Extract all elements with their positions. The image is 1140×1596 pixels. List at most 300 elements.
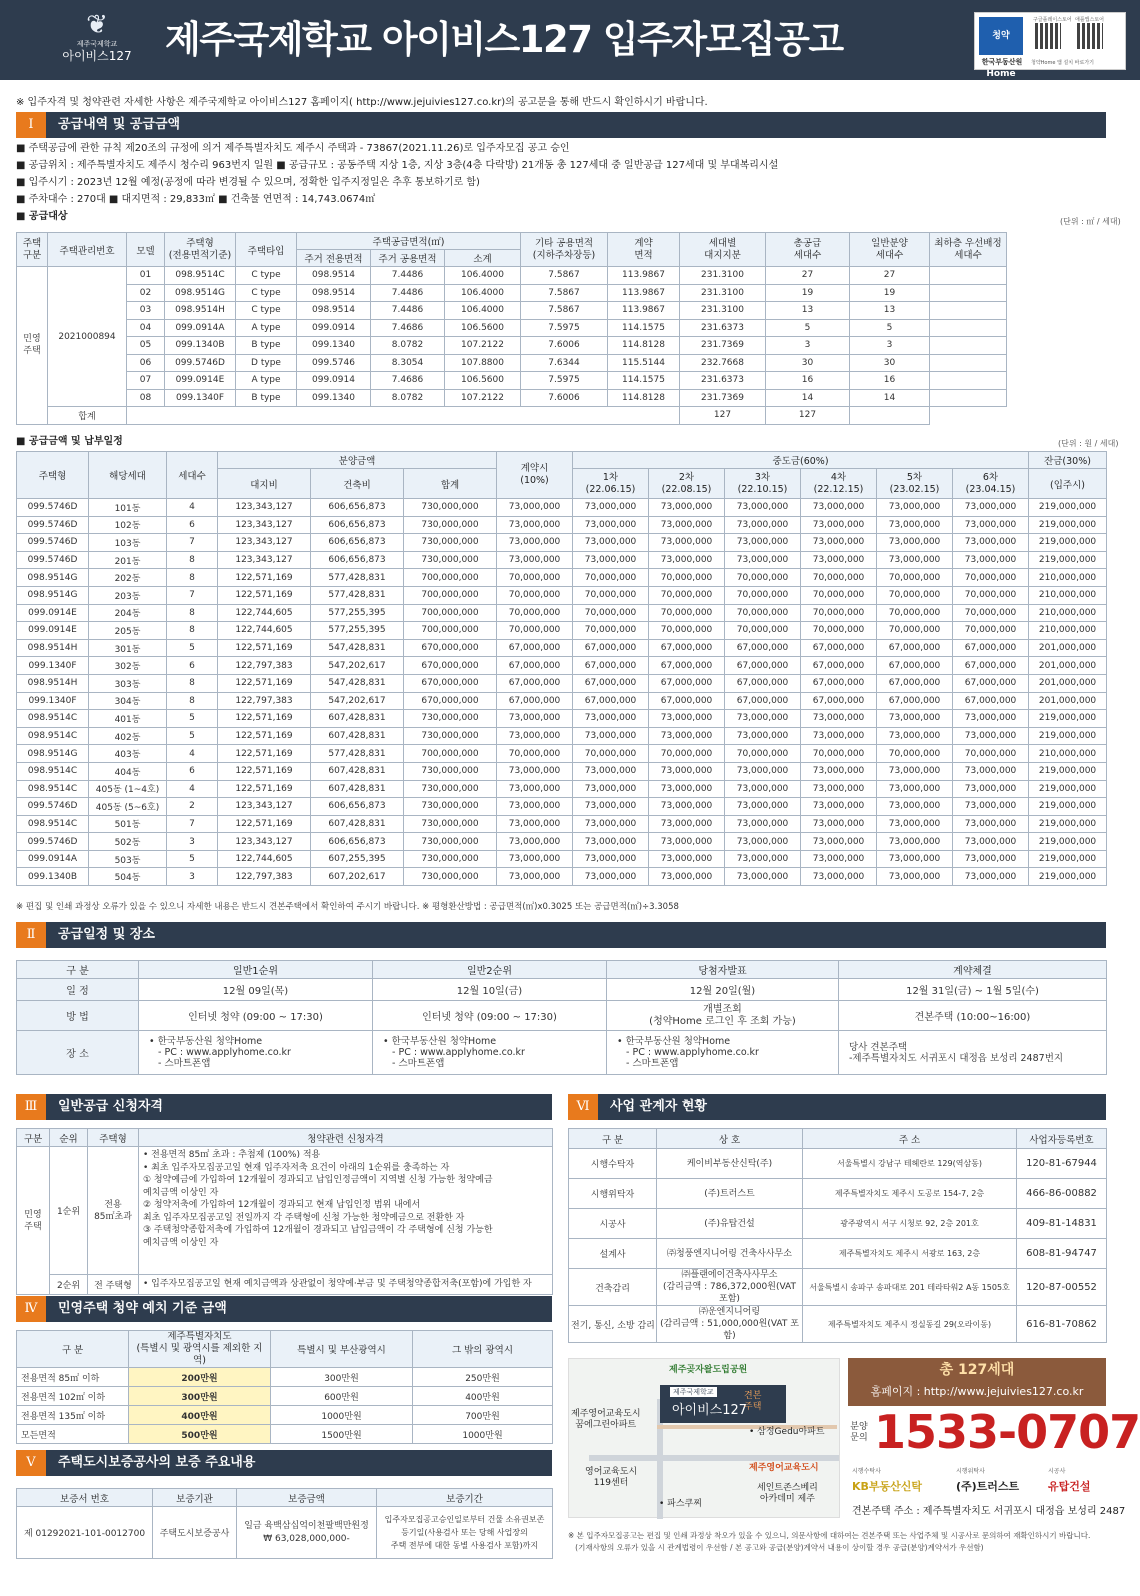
th-jeju: 제주특별자치도 (특별시 및 광역시를 제외한 지역) [129, 1331, 271, 1368]
table-cell: 73,000,000 [573, 710, 649, 728]
table-cell: C type [236, 302, 297, 320]
table-cell: 70,000,000 [953, 745, 1029, 763]
bullet-supply-target: ■ 공급대상 [16, 211, 68, 222]
company3-role: 시공사 [1048, 1468, 1066, 1475]
table-cell: 700,000,000 [404, 586, 497, 604]
table-cell: 122,571,169 [218, 674, 311, 692]
bullet-parking: ■ 주차대수 : 270대 ■ 대지면적 : 29,833㎡ ■ 건축물 연면적 : 14,743.0674㎡ [16, 194, 376, 205]
table-cell: 201,000,000 [1029, 674, 1107, 692]
table-cell: 113.9867 [608, 267, 680, 285]
total-units: 총 127세대 [939, 1362, 1015, 1378]
table-cell: 70,000,000 [953, 586, 1029, 604]
table-cell: 670,000,000 [404, 692, 497, 710]
table-cell: 시행수탁자 [569, 1149, 657, 1179]
map-label-samjung: • 삼정Gedu아파트 [749, 1427, 825, 1437]
table-cell: 70,000,000 [573, 745, 649, 763]
table-cell: 73,000,000 [801, 850, 877, 868]
section-header-4 [16, 1296, 552, 1322]
th-sale-price: 분양금액 [218, 452, 497, 469]
table-cell: 730,000,000 [404, 780, 497, 798]
table-cell: 제주특별자치도 제주시 서광로 163, 2층 [803, 1239, 1017, 1269]
table-cell: 73,000,000 [953, 727, 1029, 745]
table-cell: 607,428,831 [311, 815, 404, 833]
table-cell: 098.9514 [297, 302, 371, 320]
table-cell: 73,000,000 [953, 551, 1029, 569]
table-row [17, 1001, 1107, 1031]
table-cell: 730,000,000 [404, 868, 497, 886]
table-cell: 67,000,000 [725, 639, 801, 657]
table-cell: 302동 [89, 657, 167, 675]
table-cell: 099.5746D [17, 551, 89, 569]
table-row [17, 868, 1107, 886]
table-cell: 67,000,000 [573, 657, 649, 675]
table-row [17, 1387, 553, 1406]
table-cell: 600만원 [271, 1387, 413, 1406]
category-private: 민영 주택 [17, 1147, 50, 1295]
table-row [17, 319, 1107, 337]
qr-code-icon[interactable] [1035, 23, 1061, 49]
table-cell: 67,000,000 [573, 674, 649, 692]
table-row [17, 745, 1107, 763]
pin-tag: 견본 주택 [744, 1391, 762, 1412]
table-cell: 219,000,000 [1029, 499, 1107, 517]
table-cell: 098.9514G [17, 569, 89, 587]
notice-text: ※ 입주자격 및 청약관련 자세한 사항은 제주국제학교 아이비스127 홈페이지( http://www.jejuivies127.co.kr)의 공고문을 통해 반드시 확인하시기 바랍니다. [16, 97, 708, 108]
table-cell: 73,000,000 [497, 516, 573, 534]
table-cell: 616-81-70862 [1017, 1306, 1107, 1343]
table-row [17, 674, 1107, 692]
table-cell: 73,000,000 [573, 815, 649, 833]
table-cell: 73,000,000 [801, 499, 877, 517]
table-cell: 670,000,000 [404, 674, 497, 692]
table-cell: 405동 (5~6호) [89, 798, 167, 816]
table-cell: 73,000,000 [801, 780, 877, 798]
table-cell: 099.5746D [17, 516, 89, 534]
table-cell: 개별조회 (청약Home 로그인 후 조회 가능) [607, 1001, 839, 1031]
table-cell: 730,000,000 [404, 798, 497, 816]
table-cell: 67,000,000 [877, 639, 953, 657]
table-cell: B type [236, 337, 297, 355]
table-row [17, 1425, 553, 1444]
table-cell: 700,000,000 [404, 622, 497, 640]
table-cell: 73,000,000 [573, 833, 649, 851]
map-label-119: 영어교육도시 119센터 [585, 1467, 638, 1488]
table-cell: 098.9514 [297, 284, 371, 302]
table-cell: 730,000,000 [404, 762, 497, 780]
th-supply-area: 주택공급면적(㎡) [297, 233, 521, 250]
table-cell: 73,000,000 [649, 534, 725, 552]
table-cell: 606,656,873 [311, 798, 404, 816]
table-cell: 231.3100 [680, 302, 766, 320]
table-cell [930, 372, 1007, 390]
table-cell: 205동 [89, 622, 167, 640]
table-cell [930, 354, 1007, 372]
table-cell: 099.0914 [297, 319, 371, 337]
company1-role: 시행수탁사 [852, 1468, 881, 1475]
table-cell: 73,000,000 [497, 534, 573, 552]
th-rank: 순위 [50, 1129, 88, 1147]
table-cell: 700,000,000 [404, 745, 497, 763]
table-cell: 73,000,000 [801, 868, 877, 886]
table-cell: 219,000,000 [1029, 798, 1107, 816]
table-cell: 73,000,000 [877, 798, 953, 816]
table-cell: 73,000,000 [497, 710, 573, 728]
th-category: 구 분 [17, 961, 139, 979]
table-cell: 73,000,000 [725, 727, 801, 745]
table-cell: 73,000,000 [497, 762, 573, 780]
th-contract-area: 계약 면적 [608, 233, 680, 267]
table-cell: 73,000,000 [573, 762, 649, 780]
table-cell: 70,000,000 [573, 569, 649, 587]
qr-install-label: 청약Home 앱 설치 바로가기 [1031, 60, 1095, 66]
table-cell: 67,000,000 [953, 674, 1029, 692]
table-cell [127, 407, 680, 425]
cheong-home-label: 한국부동산원 [981, 58, 1023, 66]
table-cell: 606,656,873 [311, 534, 404, 552]
table-cell: 099.1340B [165, 337, 236, 355]
table-cell: 203동 [89, 586, 167, 604]
table-cell: 231.7369 [680, 389, 766, 407]
table-cell: 409-81-14831 [1017, 1209, 1107, 1239]
table-row [17, 727, 1107, 745]
table-row [17, 780, 1107, 798]
table-cell: 231.3100 [680, 267, 766, 285]
table-cell: 73,000,000 [573, 798, 649, 816]
table-cell: 122,571,169 [218, 745, 311, 763]
section-number: Ⅵ [568, 1094, 598, 1120]
table-cell: 13 [766, 302, 850, 320]
table-cell: 106.4000 [445, 302, 521, 320]
table-cell: 730,000,000 [404, 551, 497, 569]
row-header: 장 소 [17, 1031, 139, 1075]
table-cell: 73,000,000 [573, 534, 649, 552]
th-general-supply: 일반분양 세대수 [850, 233, 930, 267]
page-title: 제주국제학교 아이비스127 입주자모집공고 [165, 18, 843, 61]
table-cell: 099.5746D [17, 534, 89, 552]
table-cell: 219,000,000 [1029, 727, 1107, 745]
table-cell: 210,000,000 [1029, 569, 1107, 587]
amount: 일금 육백삼십억이천팔백만원정 ₩ 63,028,000,000- [237, 1507, 377, 1559]
qualification-rank1: • 전용면적 85㎡ 초과 : 추첨제 (100%) 적용 • 최초 입주자모집공고일 현재 입주자저축 요건이 아래의 1순위를 충족하는 자 ① 청약예금에 가입하여 12개월이 경과되고 납입인정금액이 지역별 신청 가능한 청약예금 예치금액 이상인 자 ② 청약저축에 가입하여 12개월이 경과되고 현재 납입인정 범위 내에서 최초 입주자모집공고일 전일까지 각 주택형에 신청 가능한 청약예금으로 전환한 자 ③ 주택청약종합저축에 가입하여 12개월이 경과되고 납입금액이 각 주택형에 신청 가능한 예치금액 이상인 자 [139, 1147, 553, 1275]
table-cell: 30 [766, 354, 850, 372]
phone-number[interactable]: 1533-0707 [874, 1405, 1140, 1459]
inquiry-label: 분양 문의 [850, 1422, 868, 1443]
table-cell: 14 [850, 389, 930, 407]
table-cell: 73,000,000 [497, 815, 573, 833]
table-cell: 2 [167, 798, 218, 816]
table-cell: 설계사 [569, 1239, 657, 1269]
table-cell: 73,000,000 [725, 710, 801, 728]
table-cell: 219,000,000 [1029, 762, 1107, 780]
table-cell: 122,744,605 [218, 622, 311, 640]
table-cell: 210,000,000 [1029, 622, 1107, 640]
table-cell: 07 [127, 372, 165, 390]
table-cell: 7.6344 [521, 354, 608, 372]
table-cell: 70,000,000 [877, 569, 953, 587]
table-cell: 70,000,000 [877, 586, 953, 604]
table-cell: 02 [127, 284, 165, 302]
table-cell: A type [236, 372, 297, 390]
table-cell: 099.1340F [17, 657, 89, 675]
management-no-cell: 2021000894 [48, 267, 127, 407]
table-cell: 098.9514G [17, 745, 89, 763]
table-cell: 73,000,000 [877, 780, 953, 798]
table-cell: 7.5975 [521, 319, 608, 337]
table-cell: 400만원 [129, 1406, 271, 1425]
table-cell: 577,428,831 [311, 586, 404, 604]
th-mid-6: 6차 (23.04.15) [953, 469, 1029, 499]
table-cell: 122,797,383 [218, 868, 311, 886]
table-cell: 73,000,000 [877, 516, 953, 534]
table-cell: 304동 [89, 692, 167, 710]
th-mid-5: 5차 (23.02.15) [877, 469, 953, 499]
table-cell: 16 [850, 372, 930, 390]
table-cell [930, 389, 1007, 407]
agency: 주택도시보증공사 [153, 1507, 237, 1559]
table-cell: 099.5746D [17, 499, 89, 517]
table-cell [930, 302, 1007, 320]
table-cell: 73,000,000 [953, 798, 1029, 816]
table-cell: 73,000,000 [497, 850, 573, 868]
table-cell: 577,428,831 [311, 745, 404, 763]
table-cell: 73,000,000 [573, 868, 649, 886]
table-cell: 73,000,000 [877, 551, 953, 569]
bottom-note: ※ 본 입주자모집공고는 편집 및 인쇄 과정상 착오가 있을 수 있으니, 의문사항에 대하여는 견본주택 또는 사업주체 및 시공사로 문의하여 재확인하시기 바랍니다. (기재사항의 오류가 있을 시 관계법령이 우선함 / 본 공고와 공급(분양)계약서 내용이 상이할 경우 공급(분양)계약서가 우선함) [568, 1531, 1091, 1552]
table-cell: 73,000,000 [953, 516, 1029, 534]
th-land-cost: 대지비 [218, 469, 311, 499]
table-cell: 08 [127, 389, 165, 407]
table-cell: 7.5867 [521, 302, 608, 320]
table-cell: 73,000,000 [953, 762, 1029, 780]
table-cell: 67,000,000 [649, 657, 725, 675]
table-cell: 73,000,000 [497, 780, 573, 798]
table-cell: 7 [167, 586, 218, 604]
table-cell: 122,571,169 [218, 762, 311, 780]
th-agency: 보증기관 [153, 1489, 237, 1507]
table-cell: 70,000,000 [649, 586, 725, 604]
section-title: 사업 관계자 현황 [610, 1099, 707, 1114]
table-cell: 70,000,000 [573, 622, 649, 640]
guarantee-table [16, 1488, 553, 1559]
table-cell: 70,000,000 [953, 622, 1029, 640]
table-cell: 103동 [89, 534, 167, 552]
table-cell: 12월 09일(목) [139, 979, 373, 1001]
table-cell [930, 319, 1007, 337]
table-cell: 098.9514C [165, 267, 236, 285]
th-house-category: 주택 구분 [17, 233, 48, 267]
th-building: 해당세대 [89, 452, 167, 499]
table-cell: 500만원 [129, 1425, 271, 1444]
table-cell: 700,000,000 [404, 604, 497, 622]
table-cell: B type [236, 389, 297, 407]
bullet-approval: ■ 주택공급에 관한 규칙 제20조의 규정에 의거 제주특별자치도 제주시 주택과 - 73867(2021.11.26)로 입주자모집 공고 승인 [16, 143, 570, 154]
table-cell: 219,000,000 [1029, 780, 1107, 798]
table-cell: 전용면적 102㎡ 이하 [17, 1387, 129, 1406]
table-cell: 73,000,000 [801, 833, 877, 851]
table-cell: 607,428,831 [311, 780, 404, 798]
table-cell: 73,000,000 [649, 850, 725, 868]
th-seoul-busan: 특별시 및 부산광역시 [271, 1331, 413, 1368]
table-cell: 16 [766, 372, 850, 390]
table-cell: 5 [167, 727, 218, 745]
homepage-link[interactable]: 홈페이지 : http://www.jejuivies127.co.kr [870, 1385, 1084, 1398]
logo-subtitle: 제주국제학교 [76, 40, 118, 48]
table-cell: 5 [167, 639, 218, 657]
table-cell: 73,000,000 [725, 850, 801, 868]
table-cell: 123,343,127 [218, 798, 311, 816]
table-cell: 577,255,395 [311, 604, 404, 622]
table-cell: 70,000,000 [649, 622, 725, 640]
table-cell: 73,000,000 [877, 534, 953, 552]
table-row [17, 534, 1107, 552]
section-title: 주택도시보증공사의 보증 주요내용 [58, 1455, 256, 1470]
table-cell: 01 [127, 267, 165, 285]
qr-google-label: 구글플레이스토어 [1033, 17, 1072, 23]
table-row [17, 516, 1107, 534]
table-cell: 122,744,605 [218, 850, 311, 868]
table-cell: 219,000,000 [1029, 516, 1107, 534]
table-cell: 099.1340B [17, 868, 89, 886]
section-header-1 [16, 112, 1106, 138]
table-cell: 098.9514C [17, 727, 89, 745]
table-cell: 73,000,000 [497, 727, 573, 745]
table-row [17, 1406, 553, 1425]
table-cell: 서울특별시 강남구 테헤란로 129(역삼동) [803, 1149, 1017, 1179]
table-cell [930, 267, 1007, 285]
table-row [17, 833, 1107, 851]
table-cell: 03 [127, 302, 165, 320]
th-rank2: 일반2순위 [373, 961, 607, 979]
table-cell: 06 [127, 354, 165, 372]
qr-code-icon[interactable] [1077, 23, 1103, 49]
table-row [17, 1031, 1107, 1075]
map-label-cafe: • 파스쿠찌 [659, 1499, 702, 1509]
table-cell: 73,000,000 [725, 780, 801, 798]
table-row [17, 284, 1107, 302]
table-cell: 123,343,127 [218, 499, 311, 517]
table-row [17, 604, 1107, 622]
th-sum: 합계 [404, 469, 497, 499]
table-cell: 098.9514C [17, 762, 89, 780]
pin-subtitle: 제주국제학교 [670, 1387, 717, 1397]
table-cell [930, 337, 1007, 355]
table-cell: 231.3100 [680, 284, 766, 302]
table-cell: 73,000,000 [725, 499, 801, 517]
table-cell: 73,000,000 [649, 815, 725, 833]
table-cell: 099.0914E [165, 372, 236, 390]
table-cell: 606,656,873 [311, 499, 404, 517]
table-row [17, 657, 1107, 675]
table-row [569, 1239, 1107, 1269]
table-cell: 67,000,000 [725, 692, 801, 710]
table-row [17, 1368, 553, 1387]
table-cell: 모든면적 [17, 1425, 129, 1444]
table-cell: 73,000,000 [725, 551, 801, 569]
table-cell: 106.4000 [445, 284, 521, 302]
table-row [17, 815, 1107, 833]
th-house-type: 주택형 (전용면적기준) [165, 233, 236, 267]
table-cell: • 한국부동산원 청약Home - PC : www.applyhome.co.kr - 스마트폰앱 [373, 1031, 607, 1075]
table-cell: 73,000,000 [649, 727, 725, 745]
th-other-common: 기타 공용면적 (지하주차장등) [521, 233, 608, 267]
table-cell: 7.4486 [371, 284, 445, 302]
table-cell: 607,428,831 [311, 727, 404, 745]
table-cell: 670,000,000 [404, 657, 497, 675]
table-cell: 73,000,000 [801, 815, 877, 833]
table-cell: 231.7369 [680, 337, 766, 355]
table-cell: 67,000,000 [725, 657, 801, 675]
table-cell: 730,000,000 [404, 710, 497, 728]
table-row [17, 692, 1107, 710]
table-cell: 전용면적 135㎡ 이하 [17, 1406, 129, 1425]
table-cell: 7 [167, 815, 218, 833]
table-cell: 67,000,000 [649, 674, 725, 692]
th-category: 구분 [17, 1129, 50, 1147]
table-cell: 099.1340F [165, 389, 236, 407]
map-park-label: 제주곶자왈도립공원 [669, 1365, 748, 1375]
bullet-move-in: ■ 입주시기 : 2023년 12월 예정(공정에 따라 변경될 수 있으며, 정확한 입주지정일은 추후 통보하기로 함) [16, 177, 480, 188]
eligibility-table [16, 1128, 553, 1295]
th-on-move-in: (입주시) [1029, 469, 1107, 499]
table-cell: 300만원 [129, 1387, 271, 1406]
table-cell: 27 [850, 267, 930, 285]
table-cell: (주)유탑건설 [657, 1209, 803, 1239]
table-cell: 200만원 [129, 1368, 271, 1387]
table-row [569, 1209, 1107, 1239]
table-cell: 70,000,000 [497, 604, 573, 622]
table-cell: 4 [167, 780, 218, 798]
table-cell: 5 [167, 710, 218, 728]
table-cell: • 한국부동산원 청약Home - PC : www.applyhome.co.kr - 스마트폰앱 [607, 1031, 839, 1075]
table-cell: 098.9514G [17, 586, 89, 604]
table-cell: 098.9514H [165, 302, 236, 320]
table-cell: 70,000,000 [877, 745, 953, 763]
table-cell: 7.4486 [371, 267, 445, 285]
table-cell: 12월 31일(금) ~ 1월 5일(수) [839, 979, 1107, 1001]
wing-emblem-icon: ❦ [86, 10, 108, 40]
table-cell: 70,000,000 [953, 569, 1029, 587]
rank-1: 1순위 [50, 1147, 88, 1275]
th-count: 세대수 [167, 452, 218, 499]
table-cell: 114.8128 [608, 337, 680, 355]
table-cell: 120-81-67944 [1017, 1149, 1107, 1179]
table-cell: 098.9514C [17, 815, 89, 833]
table-cell: 73,000,000 [573, 850, 649, 868]
table-cell: C type [236, 267, 297, 285]
table-cell: 67,000,000 [801, 639, 877, 657]
table-cell: 114.1575 [608, 372, 680, 390]
qr-apple-label: 애플앱스토어 [1075, 17, 1104, 23]
table-cell: C type [236, 284, 297, 302]
table-cell: 606,656,873 [311, 516, 404, 534]
table-cell: 300만원 [271, 1368, 413, 1387]
table-cell: 098.9514C [17, 710, 89, 728]
table-row [17, 798, 1107, 816]
table-cell: 123,343,127 [218, 516, 311, 534]
table-row [17, 267, 1107, 285]
table-cell: 123,343,127 [218, 833, 311, 851]
table-cell: 73,000,000 [953, 780, 1029, 798]
table-cell: 4 [167, 745, 218, 763]
table-cell: 405동 (1~4호) [89, 780, 167, 798]
qualification-rank2: • 입주자모집공고일 현재 예치금액과 상관없이 청약예·부금 및 주택청약종합저축(포함)에 가입한 자 [139, 1275, 553, 1295]
table-cell: 123,343,127 [218, 551, 311, 569]
table-cell: 73,000,000 [649, 833, 725, 851]
table-cell: 70,000,000 [801, 622, 877, 640]
table-cell: 099.5746 [297, 354, 371, 372]
table-cell: 67,000,000 [573, 692, 649, 710]
table-cell: 8.0782 [371, 389, 445, 407]
